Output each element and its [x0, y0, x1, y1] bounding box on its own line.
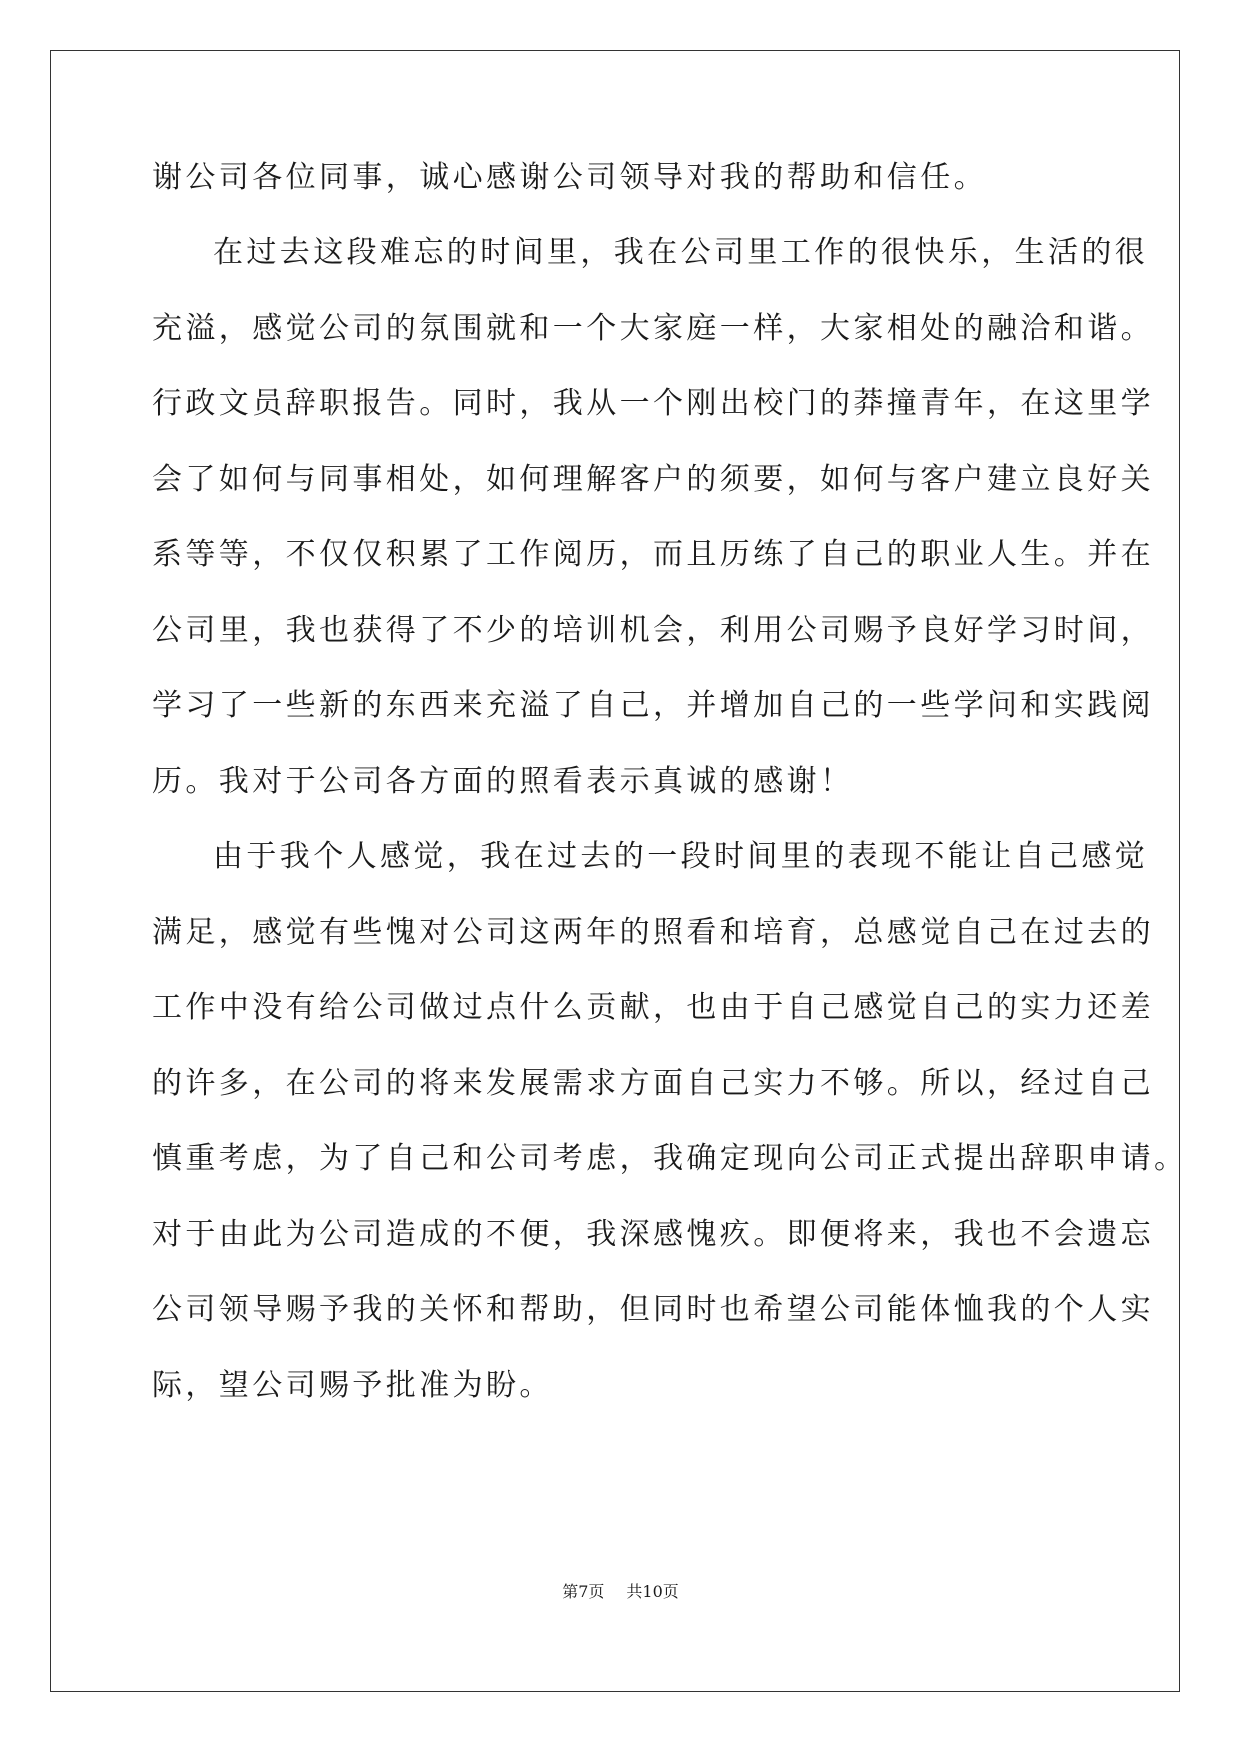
text-line: 会了如何与同事相处，如何理解客户的须要，如何与客户建立良好关 — [152, 462, 1154, 497]
text-line: 公司领导赐予我的关怀和帮助，但同时也希望公司能体恤我的个人实 — [152, 1292, 1154, 1327]
paragraph-start-line: 在过去这段难忘的时间里，我在公司里工作的很快乐，生活的很 — [213, 235, 1149, 270]
text-line: 满足，感觉有些愧对公司这两年的照看和培育，总感觉自己在过去的 — [152, 915, 1154, 950]
text-line: 慎重考虑，为了自己和公司考虑，我确定现向公司正式提出辞职申请。 — [152, 1141, 1188, 1176]
text-line: 工作中没有给公司做过点什么贡献，也由于自己感觉自己的实力还差 — [152, 990, 1154, 1025]
text-line: 历。我对于公司各方面的照看表示真诚的感谢！ — [152, 764, 854, 799]
page-total: 共10页 — [626, 1582, 679, 1601]
page-number: 第7页 — [562, 1582, 605, 1601]
paragraph-start-line: 由于我个人感觉，我在过去的一段时间里的表现不能让自己感觉 — [213, 839, 1149, 874]
text-line: 对于由此为公司造成的不便，我深感愧疚。即便将来，我也不会遗忘 — [152, 1217, 1154, 1252]
text-line: 谢公司各位同事，诚心感谢公司领导对我的帮助和信任。 — [152, 160, 987, 195]
text-line: 行政文员辞职报告。同时，我从一个刚出校门的莽撞青年，在这里学 — [152, 386, 1154, 421]
text-line: 充溢，感觉公司的氛围就和一个大家庭一样，大家相处的融洽和谐。 — [152, 311, 1154, 346]
text-line: 的许多，在公司的将来发展需求方面自己实力不够。所以，经过自己 — [152, 1066, 1154, 1101]
text-line: 系等等，不仅仅积累了工作阅历，而且历练了自己的职业人生。并在 — [152, 537, 1154, 572]
page-footer — [0, 1582, 1241, 1602]
text-line: 公司里，我也获得了不少的培训机会，利用公司赐予良好学习时间， — [152, 613, 1154, 648]
text-line: 学习了一些新的东西来充溢了自己，并增加自己的一些学问和实践阅 — [152, 688, 1154, 723]
text-line: 际，望公司赐予批准为盼。 — [152, 1368, 553, 1403]
